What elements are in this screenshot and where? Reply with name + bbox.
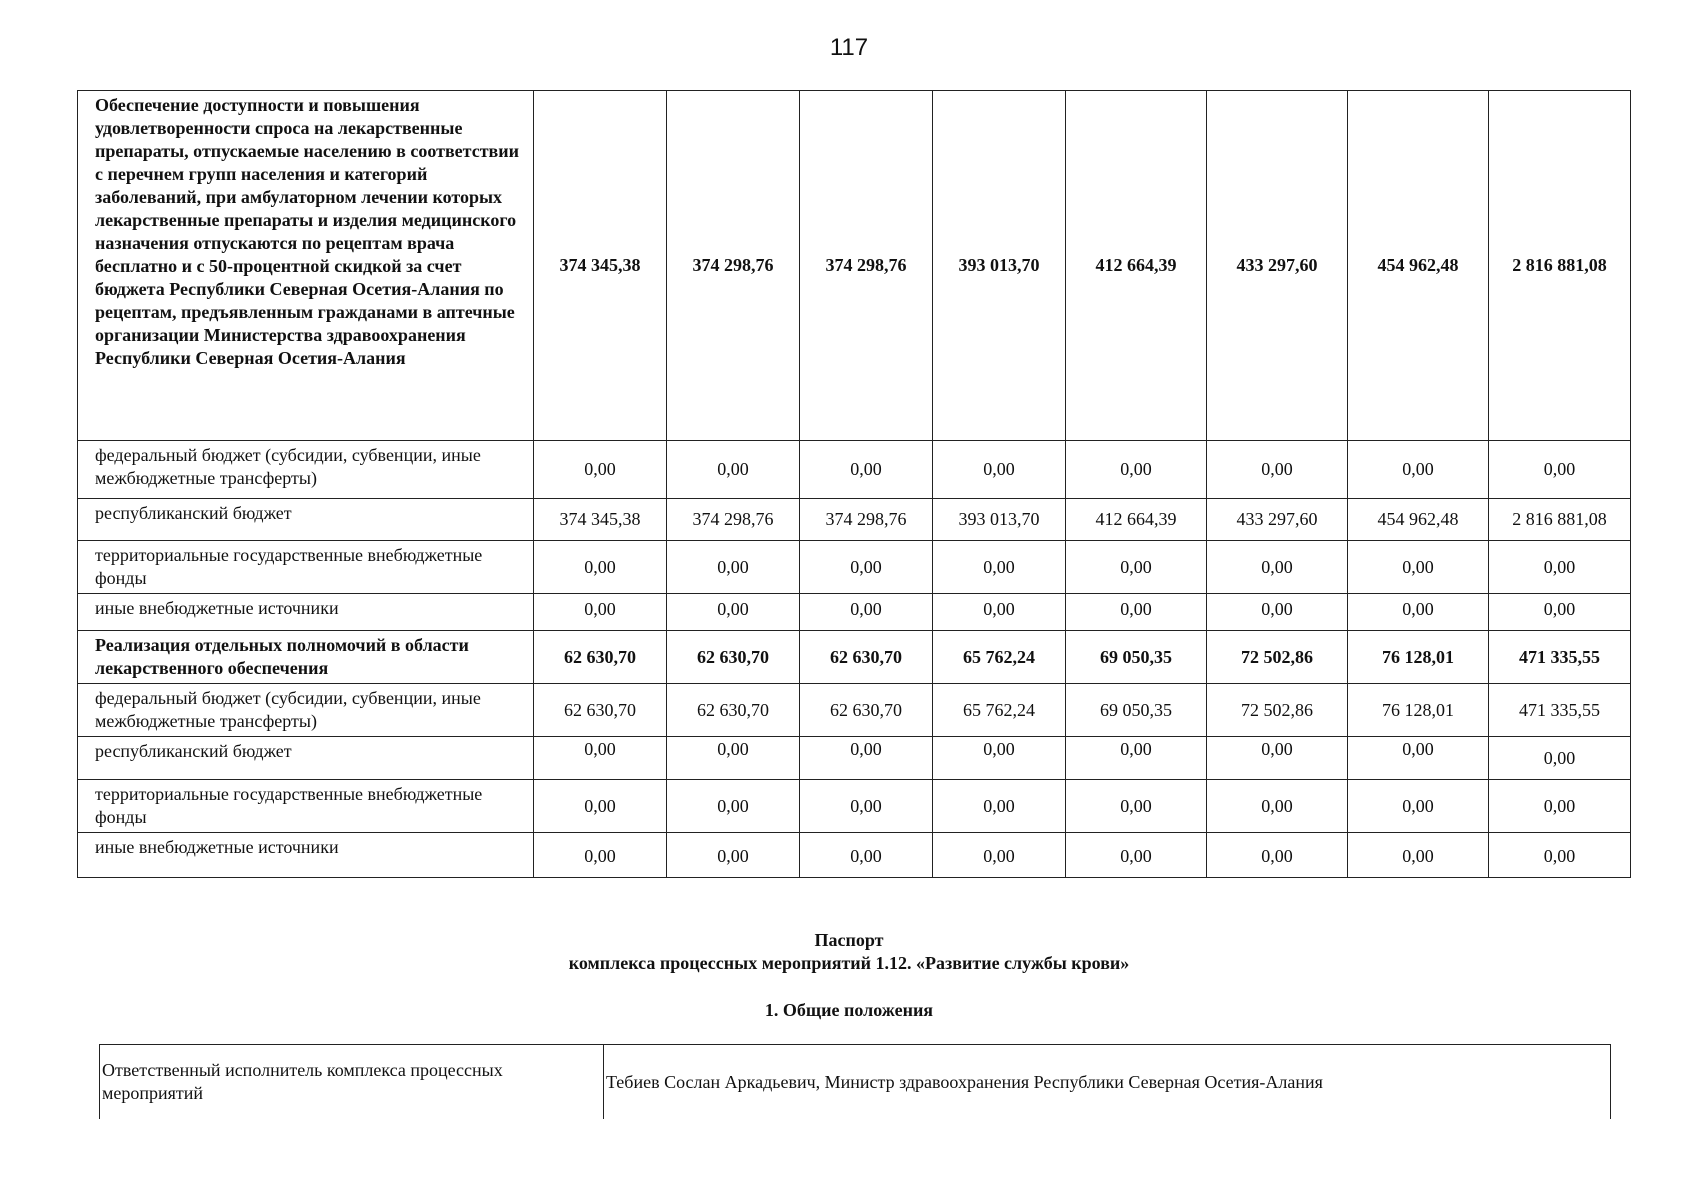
value-cell: 0,00 [1066,780,1207,833]
value-cell: 374 298,76 [667,499,800,541]
value-cell: 0,00 [534,441,667,499]
value-cell: 0,00 [933,737,1066,780]
table-row [78,631,1631,684]
value-cell: 62 630,70 [534,684,667,737]
value-cell: 2 816 881,08 [1489,499,1631,541]
value-cell: 0,00 [1489,737,1631,780]
value-cell: 0,00 [534,594,667,631]
value-cell: 374 298,76 [667,91,800,441]
value-cell: 0,00 [800,594,933,631]
value-cell: 0,00 [1066,541,1207,594]
value-cell: 0,00 [667,594,800,631]
value-cell: 72 502,86 [1207,631,1348,684]
table-row [78,91,1631,441]
page-number: 117 [829,34,869,61]
section-heading: 1. Общие положения [764,1000,934,1020]
value-cell: 374 298,76 [800,91,933,441]
value-cell: 0,00 [1489,833,1631,878]
value-cell: 0,00 [534,833,667,878]
value-cell: 0,00 [667,833,800,878]
value-cell: 374 345,38 [534,91,667,441]
row-label: Реализация отдельных полномочий в области лекарственного обеспечения [78,631,534,684]
value-cell: 62 630,70 [800,684,933,737]
responsible-label: Ответственный исполнитель комплекса процессных мероприятий [100,1045,604,1120]
responsible-value: Тебиев Сослан Аркадьевич, Министр здравоохранения Республики Северная Осетия-Алания [604,1045,1611,1120]
row-label: территориальные государственные внебюджетные фонды [78,780,534,833]
value-cell: 0,00 [1348,833,1489,878]
value-cell: 0,00 [933,441,1066,499]
value-cell: 76 128,01 [1348,631,1489,684]
value-cell: 0,00 [1489,541,1631,594]
value-cell: 0,00 [933,780,1066,833]
value-cell: 0,00 [534,737,667,780]
value-cell: 0,00 [1348,780,1489,833]
value-cell: 471 335,55 [1489,631,1631,684]
value-cell: 454 962,48 [1348,91,1489,441]
row-label: республиканский бюджет [78,737,534,780]
value-cell: 0,00 [1066,737,1207,780]
general-provisions-table [99,1044,1611,1119]
value-cell: 374 298,76 [800,499,933,541]
table-row [78,441,1631,499]
value-cell: 76 128,01 [1348,684,1489,737]
value-cell: 454 962,48 [1348,499,1489,541]
value-cell: 0,00 [534,541,667,594]
value-cell: 0,00 [1489,780,1631,833]
value-cell: 2 816 881,08 [1489,91,1631,441]
value-cell: 62 630,70 [800,631,933,684]
value-cell: 0,00 [800,833,933,878]
value-cell: 433 297,60 [1207,499,1348,541]
value-cell: 412 664,39 [1066,499,1207,541]
value-cell: 374 345,38 [534,499,667,541]
value-cell: 393 013,70 [933,91,1066,441]
table-row [78,833,1631,878]
value-cell: 0,00 [1348,594,1489,631]
value-cell: 393 013,70 [933,499,1066,541]
value-cell: 0,00 [1207,541,1348,594]
value-cell: 0,00 [1489,594,1631,631]
value-cell: 0,00 [1348,441,1489,499]
value-cell: 0,00 [1207,833,1348,878]
passport-title: Паспорт [814,930,884,950]
value-cell: 412 664,39 [1066,91,1207,441]
value-cell: 0,00 [667,737,800,780]
value-cell: 69 050,35 [1066,684,1207,737]
value-cell: 0,00 [1066,441,1207,499]
row-label: федеральный бюджет (субсидии, субвенции, иные межбюджетные трансферты) [78,441,534,499]
value-cell: 65 762,24 [933,631,1066,684]
value-cell: 0,00 [667,541,800,594]
value-cell: 0,00 [933,541,1066,594]
value-cell: 0,00 [667,441,800,499]
row-label: иные внебюджетные источники [78,594,534,631]
value-cell: 0,00 [933,833,1066,878]
value-cell: 62 630,70 [667,684,800,737]
table-row [78,737,1631,780]
value-cell: 0,00 [800,441,933,499]
value-cell: 65 762,24 [933,684,1066,737]
value-cell: 0,00 [1066,594,1207,631]
value-cell: 0,00 [667,780,800,833]
value-cell: 433 297,60 [1207,91,1348,441]
value-cell: 0,00 [1066,833,1207,878]
row-label: Обеспечение доступности и повышения удовлетворенности спроса на лекарственные препараты, отпускаемые населению в соответствии с перечнем групп населения и категорий заболеваний, при амбулаторном лечении которых лекарственные препараты и изделия медицинского назначения отпускаются по рецептам врача бесплатно и с 50-процентной скидкой за счет бюджета Республики Северная Осетия-Алания по рецептам, предъявленным гражданами в аптечные организации Министерства здравоохранения Республики Северная Осетия-Алания [78,91,534,441]
value-cell: 0,00 [534,780,667,833]
passport-subtitle: комплекса процессных мероприятий 1.12. «Развитие службы крови» [568,953,1130,973]
value-cell: 0,00 [800,541,933,594]
value-cell: 0,00 [1207,594,1348,631]
funding-table [77,90,1631,878]
table-row [78,780,1631,833]
value-cell: 62 630,70 [667,631,800,684]
table-row [78,541,1631,594]
value-cell: 62 630,70 [534,631,667,684]
row-label: иные внебюджетные источники [78,833,534,878]
value-cell: 69 050,35 [1066,631,1207,684]
table-row [78,499,1631,541]
value-cell: 0,00 [1489,441,1631,499]
value-cell: 471 335,55 [1489,684,1631,737]
table-row [78,594,1631,631]
general-row [100,1045,1611,1120]
table-row [78,684,1631,737]
value-cell: 0,00 [800,737,933,780]
value-cell: 0,00 [1207,780,1348,833]
row-label: республиканский бюджет [78,499,534,541]
row-label: территориальные государственные внебюджетные фонды [78,541,534,594]
value-cell: 72 502,86 [1207,684,1348,737]
value-cell: 0,00 [1207,441,1348,499]
value-cell: 0,00 [1207,737,1348,780]
value-cell: 0,00 [933,594,1066,631]
value-cell: 0,00 [800,780,933,833]
row-label: федеральный бюджет (субсидии, субвенции, иные межбюджетные трансферты) [78,684,534,737]
value-cell: 0,00 [1348,737,1489,780]
value-cell: 0,00 [1348,541,1489,594]
